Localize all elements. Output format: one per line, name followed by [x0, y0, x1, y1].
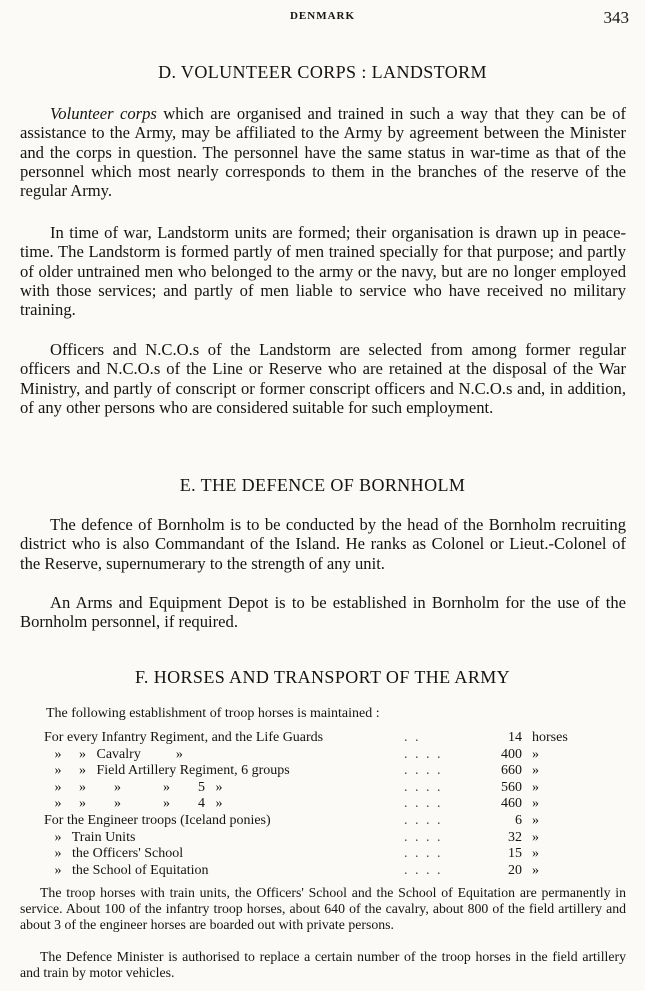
leader-dots: . . . . — [404, 746, 443, 762]
paragraph-bornholm-depot: An Arms and Equipment Depot is to be established in Bornholm for the use of the Bornholm personnel, if required. — [20, 593, 626, 632]
table-row — [44, 813, 584, 830]
row-value: 400 — [501, 746, 522, 762]
row-label: » » Cavalry » — [44, 746, 183, 762]
row-unit: » — [532, 846, 539, 862]
row-label: » » » » 4 » — [44, 796, 223, 812]
paragraph-volunteer-corps-text: which are organised and trained in such a way that they can be of assistance to the Army, may be affiliated to the Army by agreement between the Minister and the corps in question. The personnel have the same status in war-time as that of the personnel which most nearly corresponds to them in the branches of the reserve of the regular Army. — [20, 104, 626, 201]
row-value: 660 — [501, 763, 522, 779]
row-unit: » — [532, 763, 539, 779]
table-row — [44, 796, 584, 813]
running-head-title: DENMARK — [289, 10, 356, 22]
row-value: 14 — [508, 730, 522, 745]
row-unit: » — [532, 746, 539, 762]
row-label: For the Engineer troops (Iceland ponies) — [44, 812, 271, 828]
leader-dots: . . . . — [404, 829, 443, 845]
horses-table-intro: The following establishment of troop horses is maintained : — [46, 706, 380, 721]
paragraph-volunteer-corps — [20, 104, 626, 200]
page-number: 343 — [603, 8, 629, 27]
row-label: » Train Units — [44, 829, 136, 845]
leader-dots: . . — [404, 730, 421, 745]
row-value: 32 — [508, 829, 522, 845]
section-heading-e: E. THE DEFENCE OF BORNHOLM — [179, 475, 466, 495]
table-row — [44, 863, 584, 880]
row-label: » the School of Equitation — [44, 862, 209, 878]
section-heading-d: D. VOLUNTEER CORPS : LANDSTORM — [158, 62, 487, 82]
row-unit: » — [532, 796, 539, 812]
row-value: 6 — [515, 812, 522, 828]
paragraph-bornholm-defence: The defence of Bornholm is to be conducted by the head of the Bornholm recruiting district who is also Commandant of the Island. He ranks as Colonel or Lieut.-Colonel of the Reserve, supernumerary to the strength of any unit. — [20, 515, 626, 573]
row-value: 560 — [501, 779, 522, 795]
table-row — [44, 747, 584, 764]
row-unit: horses — [532, 730, 568, 745]
paragraph-landstorm-formation: In time of war, Landstorm units are formed; their organisation is drawn up in peace-time. The Landstorm is formed partly of men trained specially for that purpose; and partly of older untrained men who belonged to the army or the navy, but are no longer employed with those services; and partly of men liable to service who have received no military training. — [20, 223, 626, 320]
leader-dots: . . . . — [404, 779, 443, 795]
note-motor-vehicles: The Defence Minister is authorised to replace a certain number of the troop horses in the field artillery and train by motor vehicles. — [20, 949, 626, 981]
leader-dots: . . . . — [404, 812, 443, 828]
row-value: 15 — [508, 846, 522, 862]
row-label: For every Infantry Regiment, and the Life Guards — [44, 730, 324, 745]
leader-dots: . . . . — [404, 796, 443, 812]
section-heading-f: F. HORSES AND TRANSPORT OF THE ARMY — [134, 667, 511, 687]
table-row — [44, 846, 584, 863]
row-unit: » — [532, 829, 539, 845]
row-unit: » — [532, 812, 539, 828]
running-head — [0, 8, 645, 30]
paragraph-landstorm-officers: Officers and N.C.O.s of the Landstorm are selected from among former regular officers and N.C.O.s of the Line or Reserve who are retained at the disposal of the War Ministry, and partly of conscript or former conscript officers and N.C.O.s and, in addition, of any other persons who are considered suitable for such employment. — [20, 340, 626, 417]
table-row — [44, 763, 584, 780]
leader-dots: . . . . — [404, 763, 443, 779]
row-label: » » Field Artillery Regiment, 6 groups — [44, 763, 290, 779]
row-value: 460 — [501, 796, 522, 812]
horses-table — [44, 730, 584, 879]
row-label: » » » » 5 » — [44, 779, 223, 795]
row-unit: » — [532, 779, 539, 795]
table-row — [44, 830, 584, 847]
volunteer-corps-term: Volunteer corps — [50, 104, 157, 123]
row-unit: » — [532, 862, 539, 878]
note-troop-horses: The troop horses with train units, the Officers' School and the School of Equitation are permanently in service. About 100 of the infantry troop horses, about 640 of the cavalry, about 800 of the field artillery and about 3 of the engineer horses are boarded out with private persons. — [20, 885, 626, 933]
table-row — [44, 730, 584, 747]
leader-dots: . . . . — [404, 862, 443, 878]
row-label: » the Officers' School — [44, 846, 184, 862]
row-value: 20 — [508, 862, 522, 878]
table-row — [44, 780, 584, 797]
leader-dots: . . . . — [404, 846, 443, 862]
